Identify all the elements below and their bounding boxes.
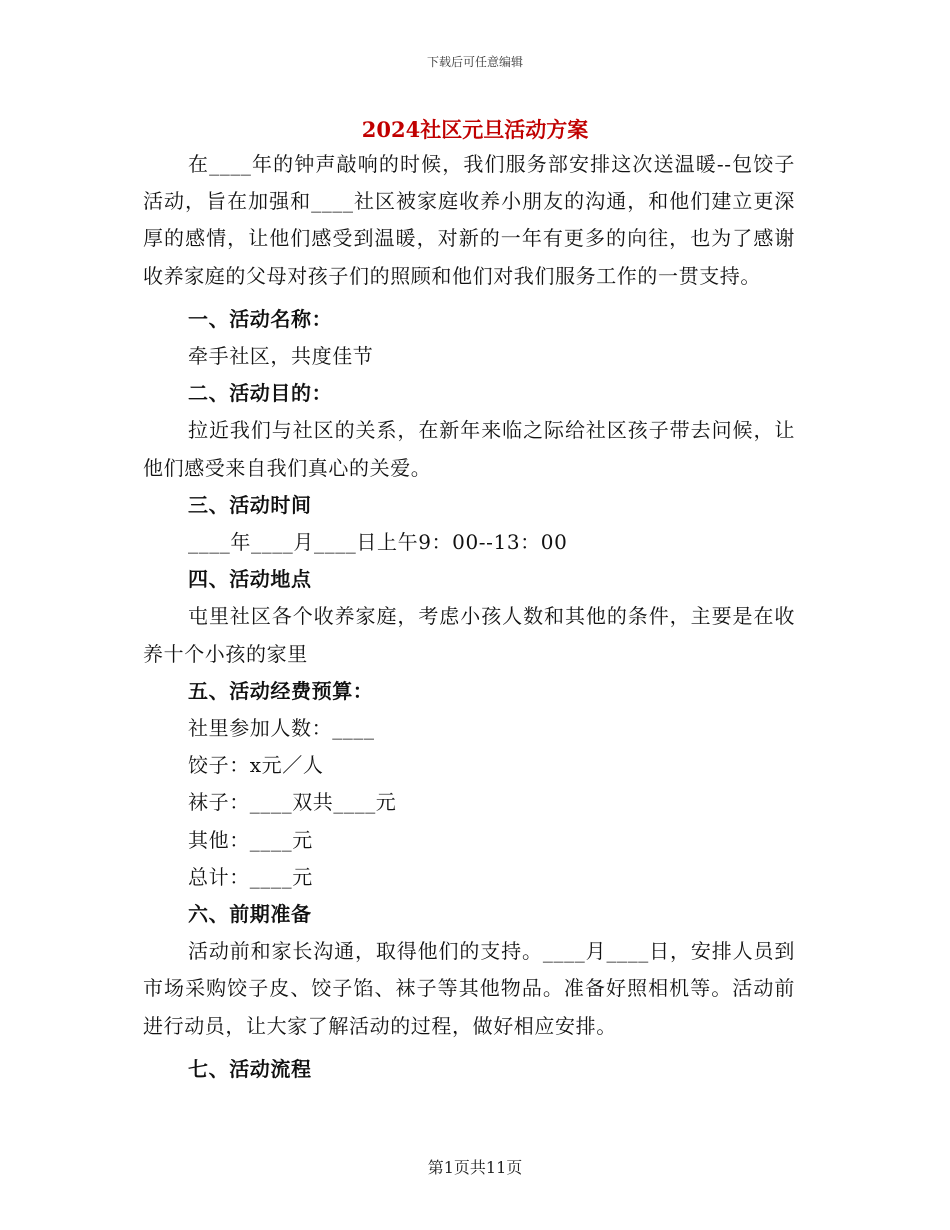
section-heading-time: 三、活动时间 xyxy=(188,492,312,517)
budget-item: 其他：____元 xyxy=(188,827,313,852)
intro-paragraph: 在____年的钟声敲响的时候，我们服务部安排这次送温暖--包饺子活动，旨在加强和____社区被家庭收养小朋友的沟通，和他们建立更深厚的感情，让他们感受到温暖，对新的一年有更多的向往，也为了感谢收养家庭的父母对孩子们的照顾和他们对我们服务工作的一贯支持。 xyxy=(143,152,795,288)
header-note: 下载后可任意编辑 xyxy=(426,55,523,69)
section-text-time: ____年____月____日上午9：00--13：00 xyxy=(188,530,568,555)
section-heading-place: 四、活动地点 xyxy=(188,567,312,592)
section-text-name: 牵手社区，共度佳节 xyxy=(188,344,374,369)
section-text-prep: 活动前和家长沟通，取得他们的支持。____月____日，安排人员到市场采购饺子皮、饺子馅、袜子等其他物品。准备好照相机等。活动前进行动员，让大家了解活动的过程，做好相应安排。 xyxy=(143,939,795,1038)
section-text-purpose: 拉近我们与社区的关系，在新年来临之际给社区孩子带去问候，让他们感受来自我们真心的关爱。 xyxy=(143,418,795,480)
section-heading-name: 一、活动名称： xyxy=(188,306,333,331)
section-heading-purpose: 二、活动目的： xyxy=(188,381,333,406)
budget-item: 社里参加人数：____ xyxy=(188,716,375,741)
section-heading-budget: 五、活动经费预算： xyxy=(188,678,374,703)
document-title: 2024社区元旦活动方案 xyxy=(361,117,589,142)
document-body xyxy=(143,146,795,1088)
section-heading-process: 七、活动流程 xyxy=(188,1056,312,1081)
budget-item: 袜子：____双共____元 xyxy=(188,790,397,815)
section-text-place: 屯里社区各个收养家庭，考虑小孩人数和其他的条件，主要是在收养十个小孩的家里 xyxy=(143,604,795,666)
budget-item: 总计：____元 xyxy=(188,864,313,889)
section-heading-prep: 六、前期准备 xyxy=(188,902,312,927)
budget-item: 饺子：x元／人 xyxy=(188,753,324,778)
page-footer: 第1页共11页 xyxy=(427,1158,523,1177)
